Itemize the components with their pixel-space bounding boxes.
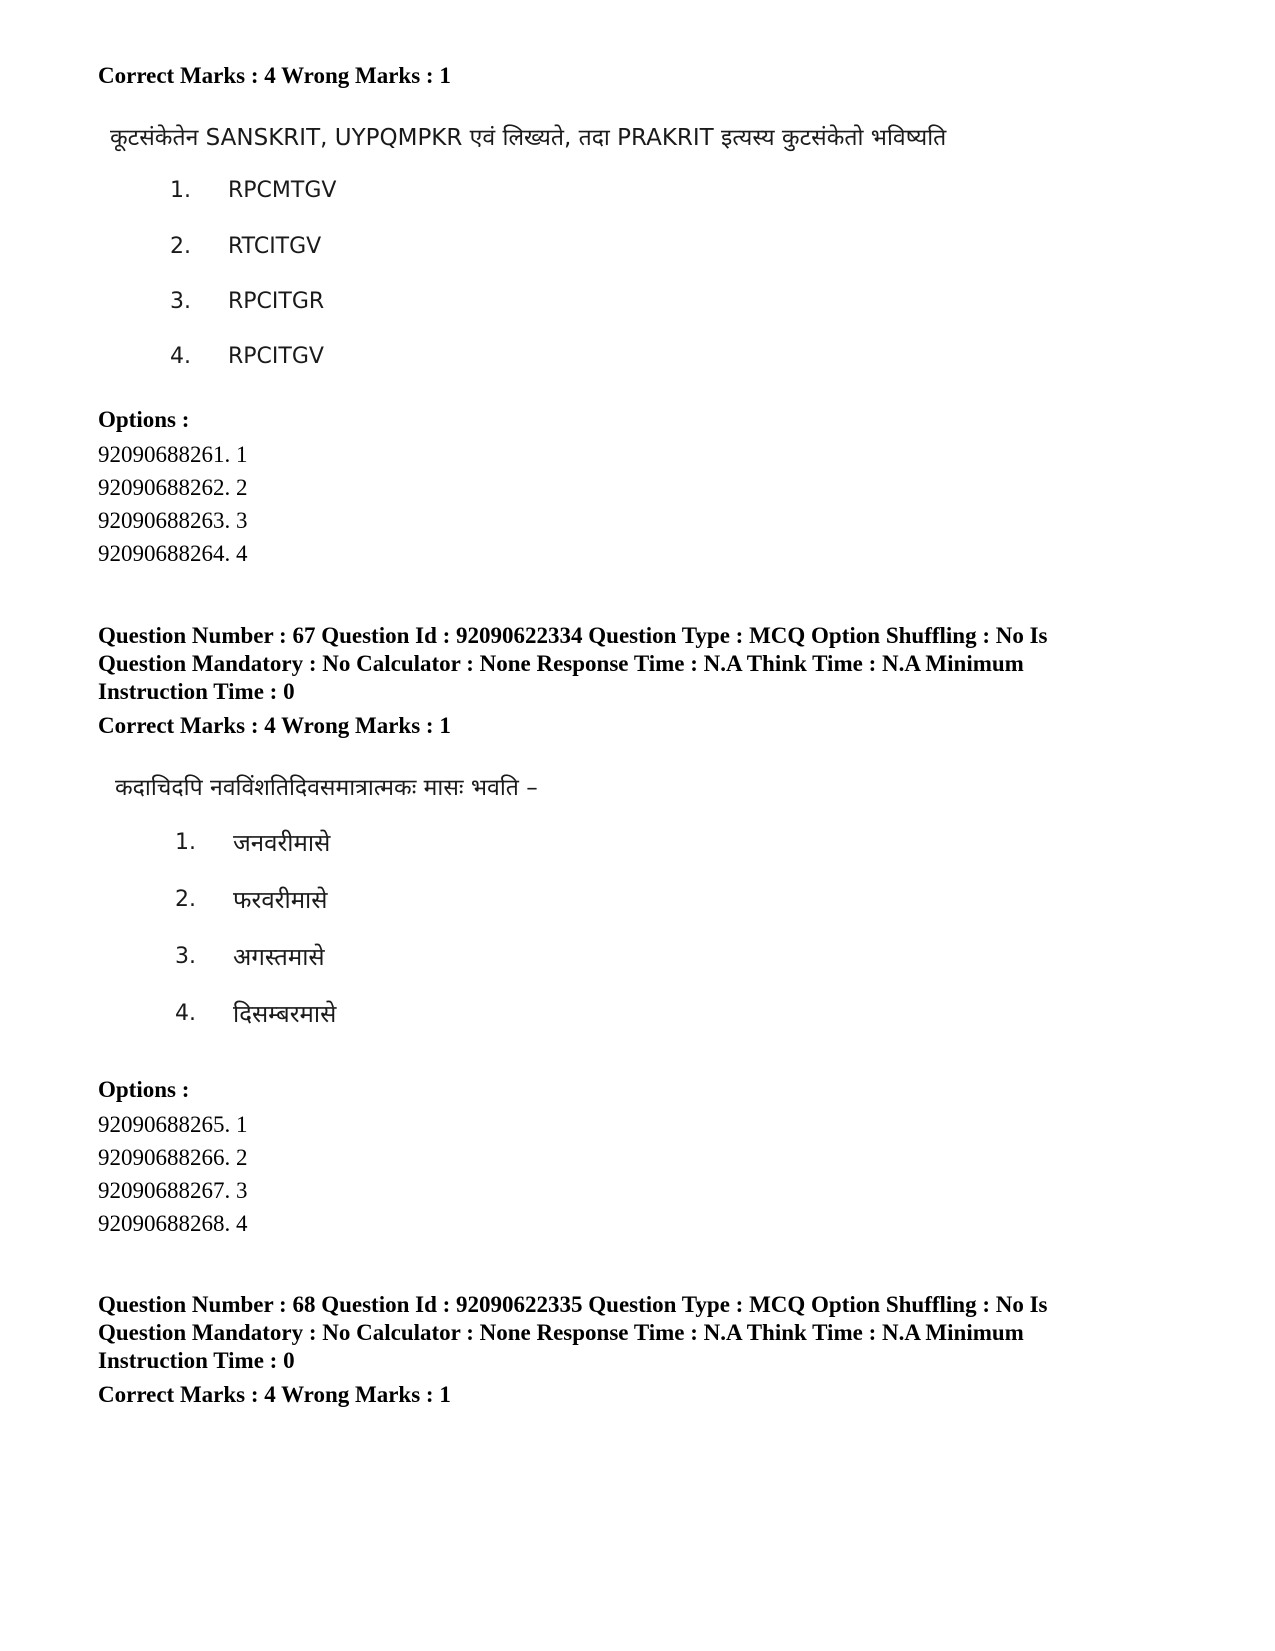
question-meta [98,622,1198,706]
marks-line: Correct Marks : 4 Wrong Marks : 1 [98,1382,451,1407]
choice-text: RPCITGV [228,344,324,369]
option-item: 92090688264. 4 [98,541,248,566]
choice-text: जनवरीमासे [233,829,331,857]
question-meta-line: Instruction Time : 0 [98,1348,295,1373]
option-item: 92090688266. 2 [98,1145,248,1170]
choice-text: अगस्तमासे [233,943,325,971]
choice-number: 1. [170,178,191,203]
question-meta-line: Instruction Time : 0 [98,679,295,704]
option-item: 92090688261. 1 [98,442,248,467]
question-text: कूटसंकेतेन SANSKRIT, UYPQMPKR एवं लिख्यते, तदा PRAKRIT इत्यस्य कुटसंकेतो भविष्यति [110,125,947,151]
marks-line: Correct Marks : 4 Wrong Marks : 1 [98,63,451,88]
question-meta-line: Question Mandatory : No Calculator : None Response Time : N.A Think Time : N.A Minimum [98,1320,1024,1345]
choice-text: RPCITGR [228,289,325,314]
choice-text: RPCMTGV [228,178,337,203]
options-label: Options : [98,407,190,432]
choice-number: 3. [170,289,191,314]
option-item: 92090688265. 1 [98,1112,248,1137]
question-meta [98,1291,1198,1375]
choice-text: फरवरीमासे [233,886,328,914]
choice-number: 4. [170,344,191,369]
choice-number: 4. [175,1001,196,1026]
choice-number: 3. [175,944,196,969]
choice-text: दिसम्बरमासे [233,1000,337,1028]
options-list [98,438,248,570]
option-item: 92090688263. 3 [98,508,248,533]
marks-line: Correct Marks : 4 Wrong Marks : 1 [98,713,451,738]
option-item: 92090688268. 4 [98,1211,248,1236]
choice-text: RTCITGV [228,234,322,259]
choice-number: 1. [175,830,196,855]
choice-number: 2. [170,234,191,259]
question-meta-line: Question Mandatory : No Calculator : None Response Time : N.A Think Time : N.A Minimum [98,651,1024,676]
options-label: Options : [98,1077,190,1102]
option-item: 92090688262. 2 [98,475,248,500]
question-meta-line: Question Number : 67 Question Id : 92090622334 Question Type : MCQ Option Shuffling : No Is [98,623,1048,648]
option-item: 92090688267. 3 [98,1178,248,1203]
question-text: कदाचिदपि नवविंशतिदिवसमात्रात्मकः मासः भवति – [115,775,538,801]
choice-number: 2. [175,887,196,912]
question-meta-line: Question Number : 68 Question Id : 92090622335 Question Type : MCQ Option Shuffling : No Is [98,1292,1048,1317]
options-list [98,1108,248,1240]
